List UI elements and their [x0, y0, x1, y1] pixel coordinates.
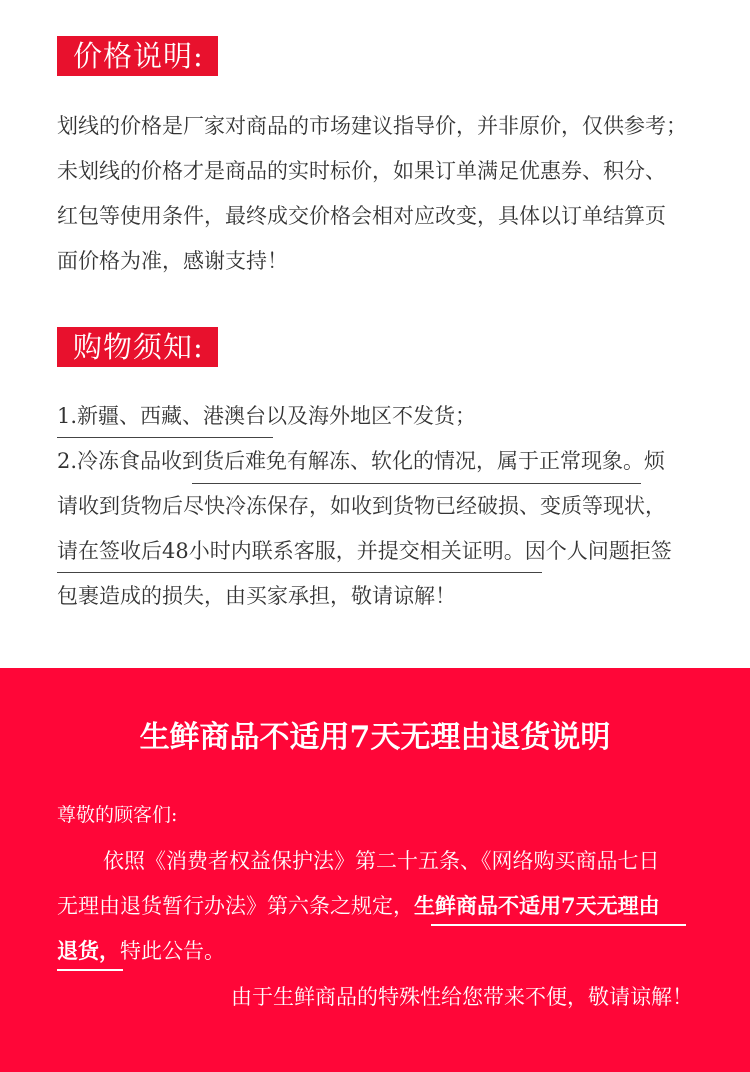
notice-item-2: 2.冷冻食品收到货后难免有解冻、软化的情况，属于正常现象。烦: [57, 449, 666, 473]
notice-item-2-cont-3: 包裹造成的损失，由买家承担，敬请谅解！: [57, 584, 456, 608]
law-line-2-plain: 无理由退货暂行办法》第六条之规定，: [57, 894, 414, 918]
notice-item-2-cont-2: 请在签收后48小时内联系客服，并提交相关证明。因个人问题拒签: [57, 539, 672, 563]
law-line-3-bold: 退货，: [57, 938, 120, 963]
greeting: 尊敬的顾客们:: [57, 804, 178, 826]
shopping-notice-heading: 购物须知:: [57, 327, 218, 367]
price-line-2: 未划线的价格才是商品的实时标价，如果订单满足优惠券、积分、: [57, 159, 666, 183]
notice-item-1: 1.新疆、西藏、港澳台以及海外地区不发货；: [57, 404, 477, 428]
price-line-1: 划线的价格是厂家对商品的市场建议指导价，并非原价，仅供参考；: [57, 114, 687, 138]
return-policy-title: 生鲜商品不适用7天无理由退货说明: [139, 720, 611, 755]
price-line-3: 红包等使用条件，最终成交价格会相对应改变，具体以订单结算页: [57, 204, 666, 228]
law-line-3: [57, 935, 225, 965]
price-description: [57, 104, 707, 284]
white-underline-1: [431, 924, 686, 926]
notice-item-2-cont-1: 请收到货物后尽快冷冻保存，如收到货物已经破损、变质等现状，: [57, 494, 666, 518]
white-underline-2: [57, 969, 123, 971]
underline-3: [57, 572, 542, 573]
closing-apology: 由于生鲜商品的特殊性给您带来不便，敬请谅解！: [231, 985, 693, 1009]
shopping-notice-list: [57, 394, 707, 619]
law-line-2-bold: 生鲜商品不适用7天无理由: [414, 893, 660, 918]
law-line-3-plain: 特此公告。: [120, 939, 225, 963]
price-line-4: 面价格为准，感谢支持！: [57, 249, 288, 273]
law-line-2: [57, 890, 660, 920]
price-heading: 价格说明:: [57, 36, 218, 76]
underline-1: [57, 437, 273, 438]
underline-2: [192, 483, 641, 484]
law-line-1: 依照《消费者权益保护法》第二十五条、《网络购买商品七日: [103, 849, 660, 873]
